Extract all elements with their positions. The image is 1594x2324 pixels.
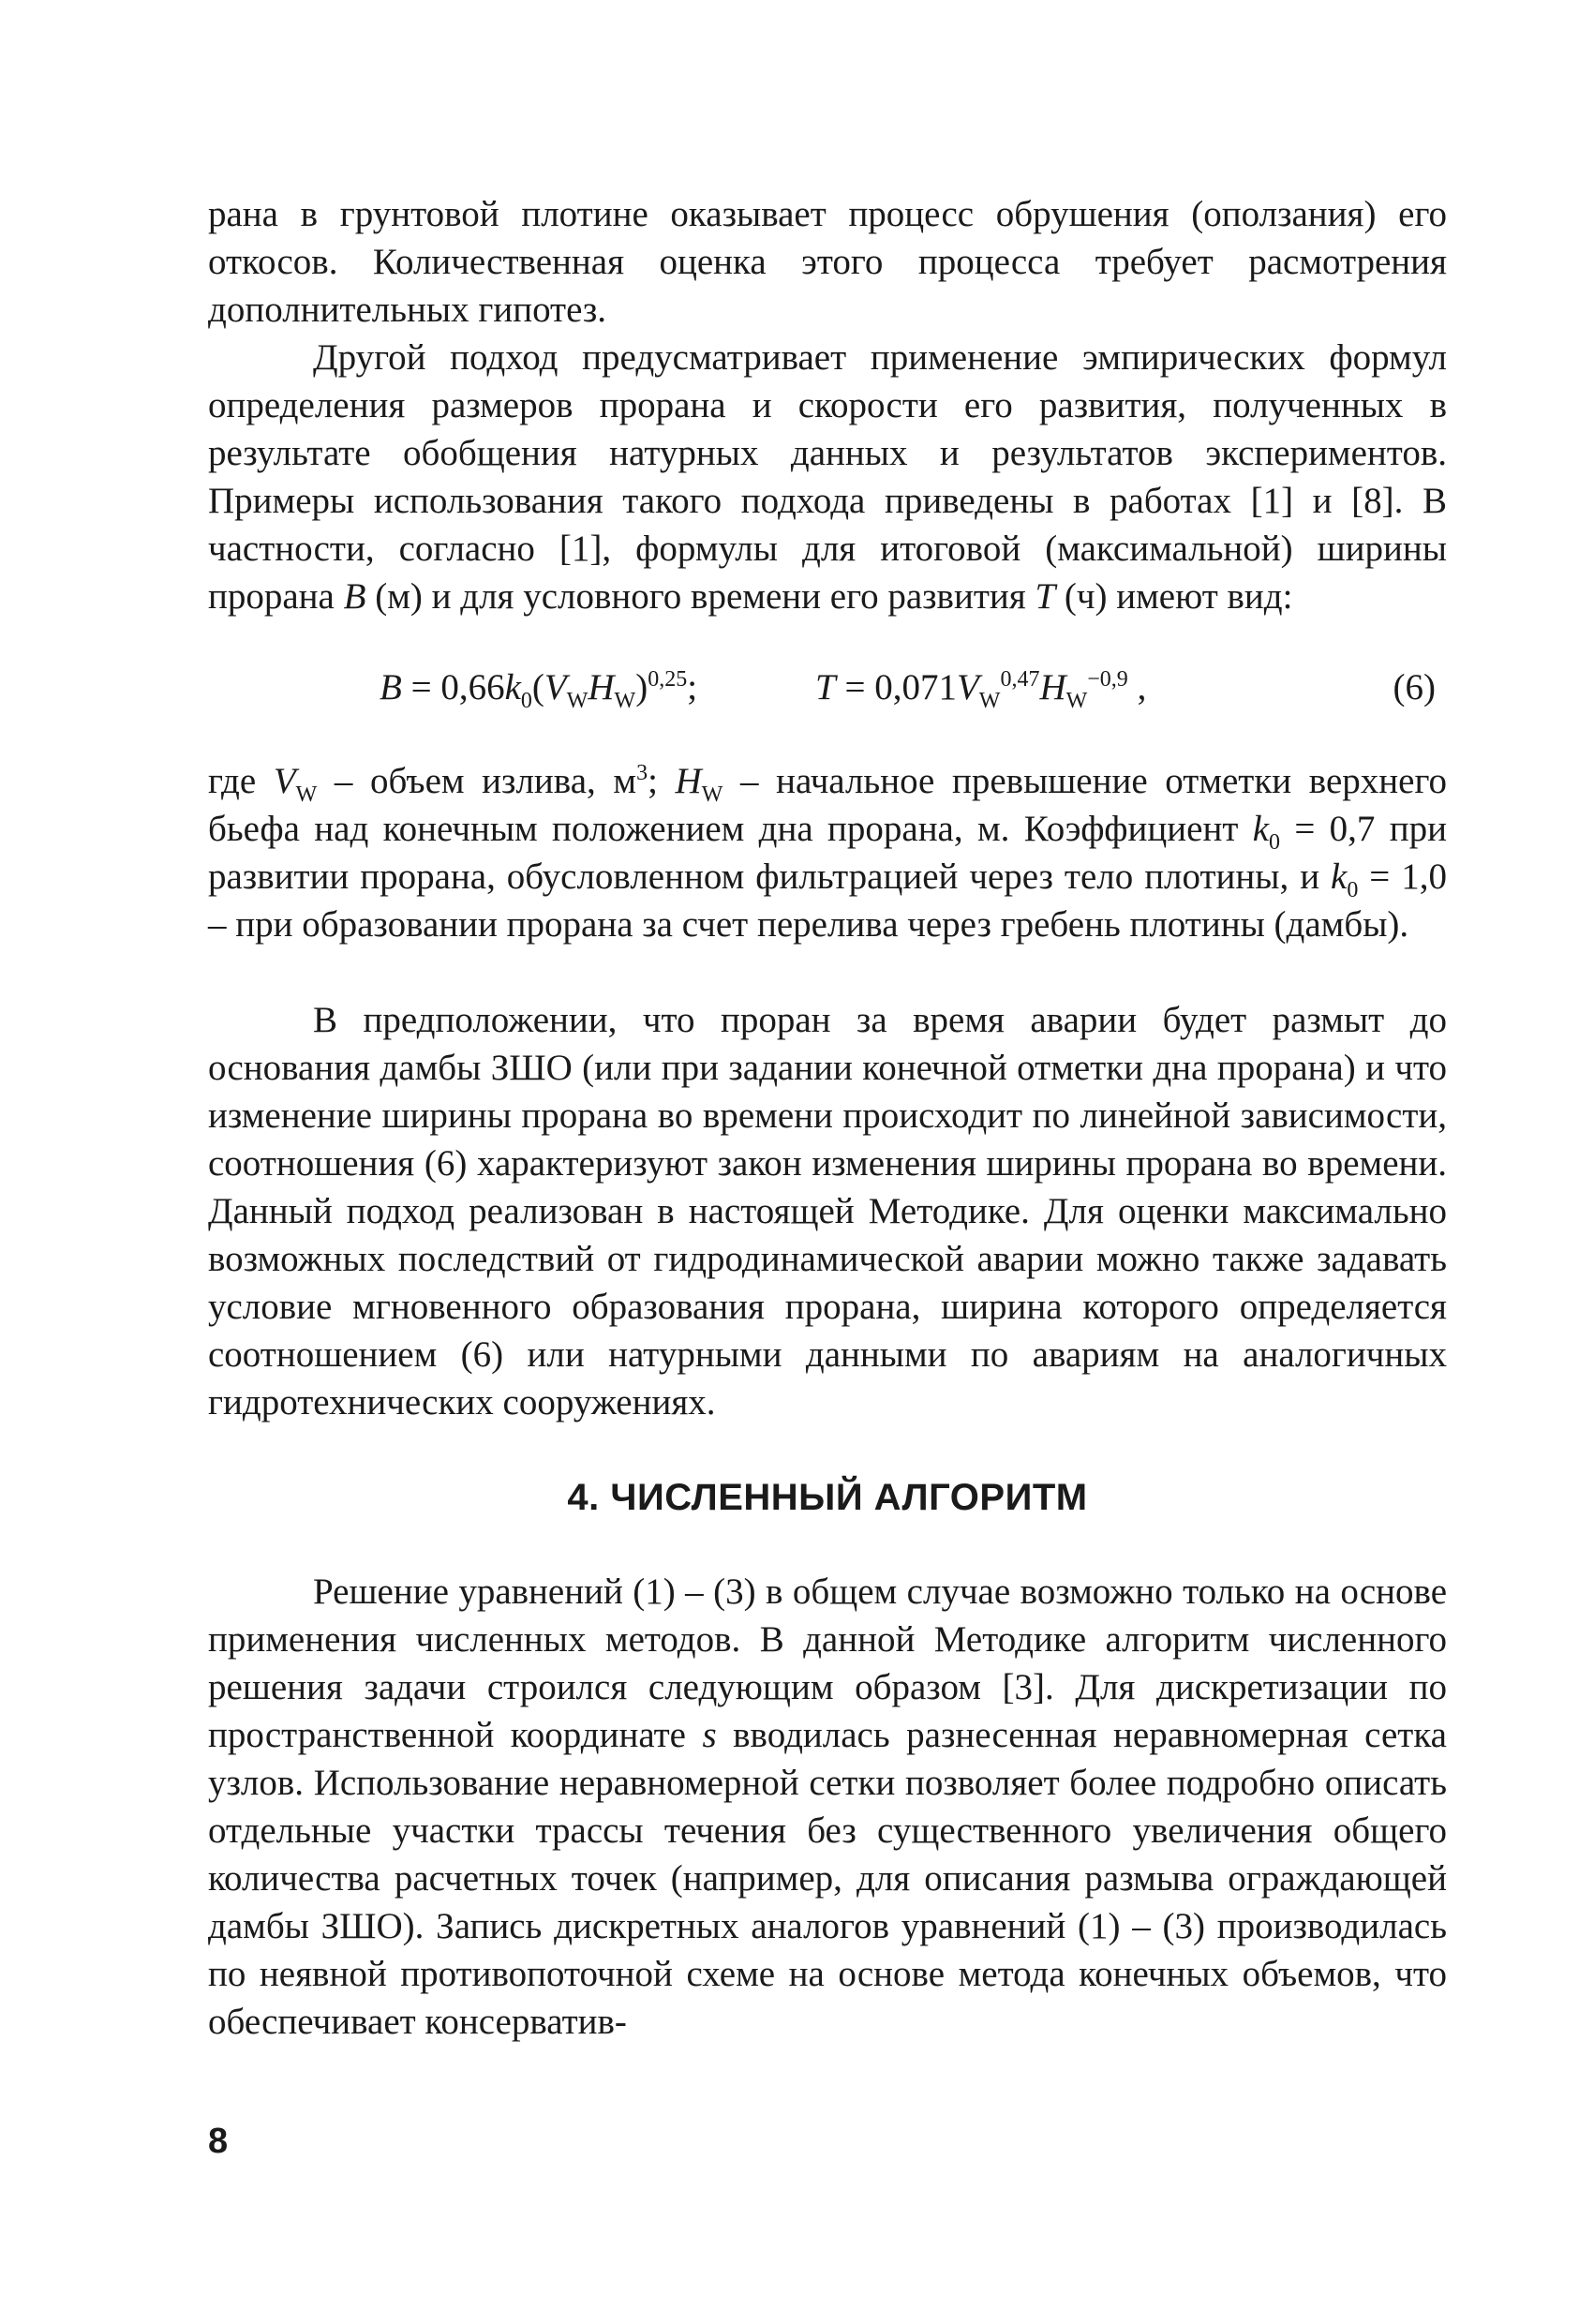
where-H-symbol: H [675,761,702,801]
paragraph-where-text [208,757,1447,948]
formula-T-H-symbol: H [1039,667,1066,708]
where-k2-symbol: k [1331,857,1348,897]
paragraph-empirical-body: Другой подход предусматривает применение эмпирических формул определения размеров прорана и скорости его развития, полученных в результате обобщения натурных данных и результатов экспериментов. Примеры использования такого подхода приведены в работах [1] и [8]. В частности, согласно [1], формулы для итоговой (максимальной) ширины прорана [208,337,1447,617]
formula-V-sub: W [566,688,588,713]
where-part3: ; [648,761,676,801]
section-heading: 4. ЧИСЛЕННЫЙ АЛГОРИТМ [567,1477,1088,1518]
formula-T-H-exponent: −0,9 [1087,667,1128,692]
paragraph-continuation [208,190,1447,334]
paragraph-assumption [208,996,1447,1426]
formula-separator: ; [687,667,698,708]
formula-B-symbol: B [380,667,402,708]
formula-number: (6) [1393,667,1436,708]
formula-T-separator: , [1127,667,1147,708]
where-part1: где [208,761,274,801]
algorithm-part1: Решение уравнений (1) – (3) в общем случае возможно только на основе применения численных методов. В данной Методике алгоритм численного решения задачи строился следующим образом [3]. Для дискретизации по пространственной координате [208,1572,1447,1755]
formula-H-sub: W [614,688,636,713]
formula-H-symbol: H [588,667,615,708]
where-H-sub: W [701,782,723,807]
paragraph-algorithm [208,1568,1447,2046]
paragraph-empirical [208,334,1447,620]
page-number: 8 [208,2122,229,2161]
formula-k-symbol: k [504,667,521,708]
formula-T-coef: = 0,071 [835,667,957,708]
where-part5: = 0,7 при развитии прорана, обусловленном фильтрацией через тело плотины, и [208,809,1447,897]
formula-time-T [815,663,1146,711]
paragraph-continuation-text: рана в грунтовой плотине оказывает процесс обрушения (оползания) его откосов. Количественная оценка этого процесса требует расмотрения дополнительных гипотез. [208,194,1447,330]
formula-6 [208,659,1447,715]
algorithm-part2: вводилась разнесенная неравномерная сетка узлов. Использование неравномерной сетки позволяет более подробно описать отдельные участки трассы течения без существенного увеличения общего количества расчетных точек (например, для описания размыва ограждающей дамбы ЗШО). Запись дискретных аналогов уравнений (1) – (3) производилась по неявной противопоточной схеме на основе метода конечных объемов, что обеспечивает консерватив- [208,1715,1447,2042]
paragraph-assumption-text: В предположении, что проран за время аварии будет размыт до основания дамбы ЗШО (или при задании конечной отметки дна прорана) и что изменение ширины прорана во времени происходит по линейной зависимости, соотношения (6) характеризуют закон изменения ширины прорана во времени. Данный подход реализован в настоящей Методике. Для оценки максимально возможных последствий от гидродинамической аварии можно также задавать условие мгновенного образования прорана, ширина которого определяется соотношением (6) или натурными данными по авариям на аналогичных гидротехнических сооружениях. [208,1000,1447,1423]
formula-T-V-symbol: V [956,667,979,708]
where-part4: – начальное превышение отметки верхнего бьефа над конечным положением дна прорана, м. Коэффициент [208,761,1447,849]
where-part2: – объем излива, м [317,761,637,801]
formula-paren-open: ( [531,667,544,708]
paragraph-algorithm-text [208,1568,1447,2046]
where-part6: = 1,0 – при образовании прорана за счет перелива через гребень плотины (дамбы). [208,857,1447,945]
where-k1-sub: 0 [1269,829,1281,855]
formula-B-coef: = 0,66 [401,667,505,708]
formula-T-V-exponent: 0,47 [1000,667,1040,692]
where-m-exponent: 3 [636,761,648,785]
symbol-T: T [1035,576,1056,617]
where-V-sub: W [295,782,318,807]
formula-V-symbol: V [544,667,567,708]
algorithm-s-symbol: s [702,1715,717,1755]
formula-width-B [380,663,697,711]
paragraph-where [208,757,1447,948]
where-V-symbol: V [273,761,296,801]
symbol-B: B [343,576,366,617]
paragraph-empirical-text [208,334,1447,620]
formula-T-H-sub: W [1065,688,1088,713]
where-k1-symbol: k [1252,809,1270,849]
formula-k-sub: 0 [520,688,532,713]
formula-paren-close: ) [635,667,648,708]
formula-T-symbol: T [815,667,836,708]
paragraph-empirical-mid: (м) и для условного времени его развития [365,576,1035,617]
formula-B-exponent: 0,25 [648,667,688,692]
formula-T-V-sub: W [978,688,1001,713]
paragraph-empirical-end: (ч) имеют вид: [1055,576,1293,617]
where-k2-sub: 0 [1347,877,1359,902]
